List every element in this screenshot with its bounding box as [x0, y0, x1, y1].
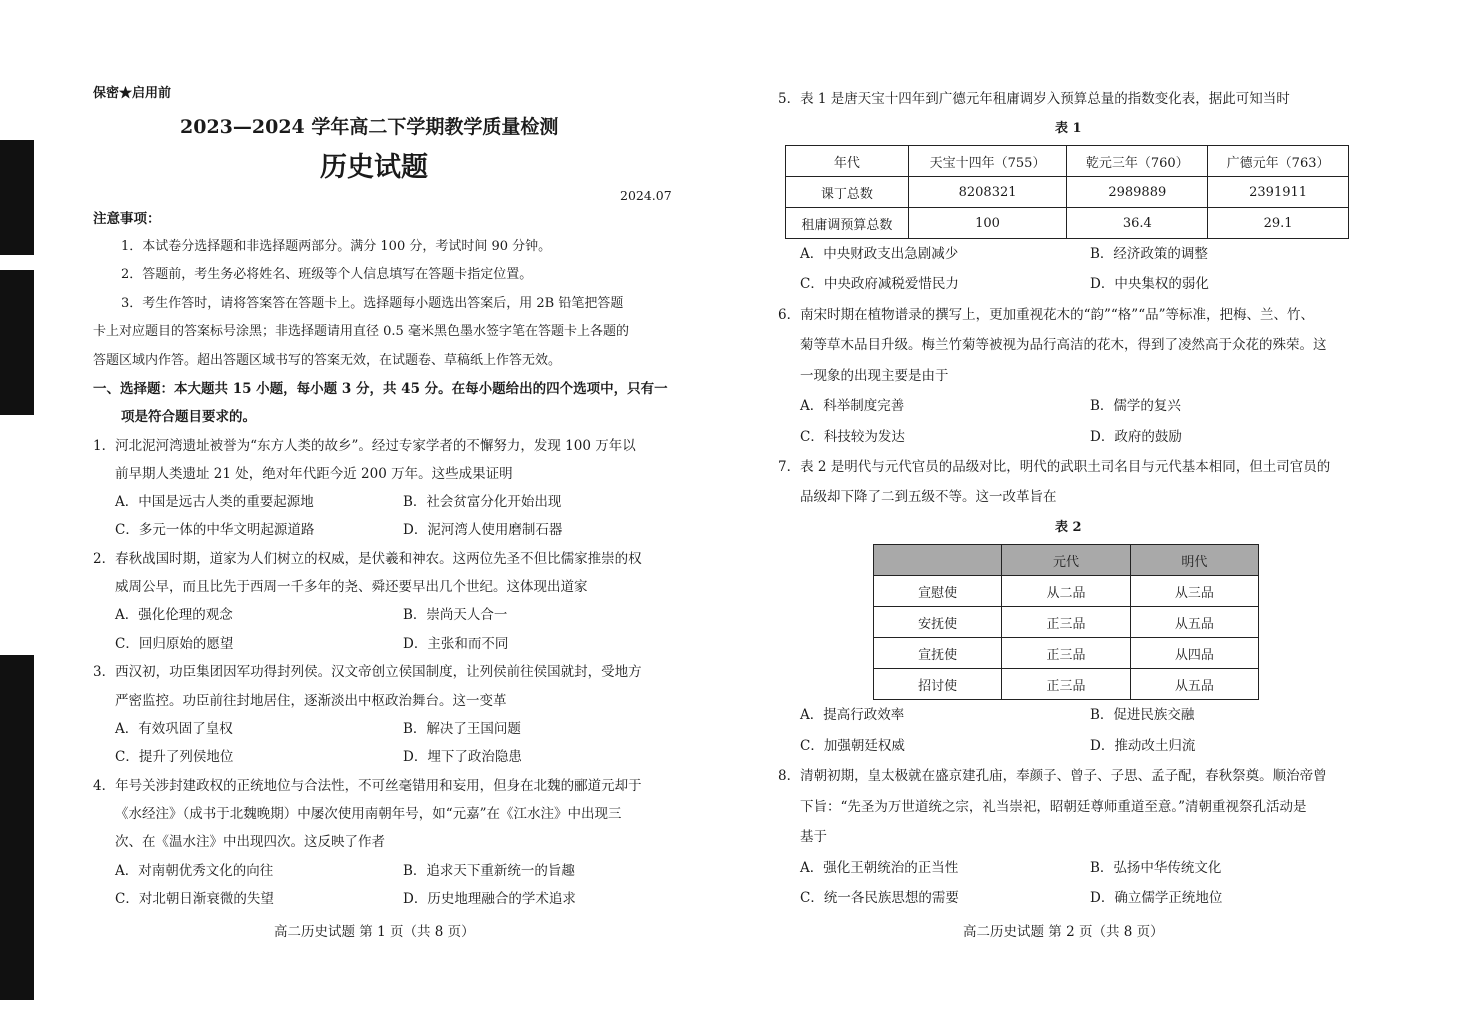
- question-8-option-d: D．确立儒学正统地位: [1090, 890, 1223, 906]
- question-6-stem: 一现象的出现主要是由于: [800, 368, 949, 384]
- question-3-stem: 严密监控。功臣前往封地居住，逐渐淡出中枢政治舞台。这一变革: [115, 693, 507, 709]
- table-1-cell: 29.1: [1208, 208, 1349, 239]
- table-2-cell: 从五品: [1130, 607, 1258, 638]
- note-line: 1．本试卷分选择题和非选择题两部分。满分 100 分，考试时间 90 分钟。: [121, 239, 552, 254]
- table-1-cell: 2391911: [1208, 177, 1349, 208]
- question-6-option-a: A．科举制度完善: [800, 398, 905, 414]
- question-5-stem: 5．表 1 是唐天宝十四年到广德元年租庸调岁入预算总量的指数变化表，据此可知当时: [778, 91, 1290, 107]
- table-1-row-label: 租庸调预算总数: [786, 208, 909, 239]
- note-line: 卡上对应题目的答案标号涂黑；非选择题请用直径 0.5 毫米黑色墨水签字笔在答题卡上各题的: [93, 324, 629, 339]
- question-7-option-d: D．推动改土归流: [1090, 738, 1196, 754]
- notes-heading: 注意事项：: [93, 211, 161, 227]
- question-7-stem: 品级却下降了二到五级不等。这一改革旨在: [800, 489, 1057, 505]
- scan-edge-shadow: [0, 140, 34, 255]
- table-2-row-label: 招讨使: [874, 669, 1002, 700]
- note-line: 3．考生作答时，请将答案答在答题卡上。选择题每小题选出答案后，用 2B 铅笔把答题: [121, 296, 624, 311]
- table-1-header-cell: 天宝十四年（755）: [908, 146, 1067, 177]
- question-1-option-b: B．社会贫富分化开始出现: [403, 494, 562, 510]
- question-7-option-a: A．提高行政效率: [800, 707, 905, 723]
- scan-edge-shadow: [0, 655, 34, 1000]
- table-2-cell: 从三品: [1130, 576, 1258, 607]
- question-8-stem: 基于: [800, 829, 827, 845]
- table-2-cell: 从四品: [1130, 638, 1258, 669]
- table-1-cell: 100: [908, 208, 1067, 239]
- question-2-option-c: C．回归原始的愿望: [115, 636, 234, 652]
- question-2-stem: 2．春秋战国时期，道家为人们树立的权威，是伏羲和神农。这两位先圣不但比儒家推崇的权: [93, 551, 642, 567]
- question-6-stem: 菊等草木品目升级。梅兰竹菊等被视为品行高洁的花木，得到了凌然高于众花的殊荣。这: [800, 337, 1327, 353]
- question-2-option-d: D．主张和而不同: [403, 636, 509, 652]
- table-2-cell: 从五品: [1130, 669, 1258, 700]
- question-4-stem: 《水经注》（成书于北魏晚期）中屡次使用南朝年号，如“元嘉”在《江水注》中出现三: [115, 806, 622, 822]
- question-4-option-d: D．历史地理融合的学术追求: [403, 891, 576, 907]
- section-heading: 项是符合题目要求的。: [121, 409, 256, 425]
- question-5-option-d: D．中央集权的弱化: [1090, 276, 1209, 292]
- question-4-option-c: C．对北朝日渐衰微的失望: [115, 891, 274, 907]
- question-3-option-b: B．解决了王国问题: [403, 721, 521, 737]
- question-3-option-a: A．有效巩固了皇权: [115, 721, 233, 737]
- exam-page-1: [0, 0, 733, 1012]
- table-1-cell: 36.4: [1067, 208, 1208, 239]
- question-4-option-a: A．对南朝优秀文化的向往: [115, 863, 274, 879]
- question-5-option-a: A．中央财政支出急剧减少: [800, 246, 959, 262]
- table-1-header-cell: 年代: [786, 146, 909, 177]
- section-heading: 一、选择题：本大题共 15 小题，每小题 3 分，共 45 分。在每小题给出的四个选项中，只有一: [93, 381, 668, 397]
- question-6-option-d: D．政府的鼓励: [1090, 429, 1182, 445]
- table-2: [873, 544, 1259, 700]
- table-1-header-cell: 广德元年（763）: [1208, 146, 1349, 177]
- note-line: 答题区域内作答。超出答题区域书写的答案无效，在试题卷、草稿纸上作答无效。: [93, 353, 562, 368]
- table-2-cell: 从二品: [1002, 576, 1130, 607]
- exam-page-2: [733, 0, 1467, 1012]
- table-2-cell: 正三品: [1002, 669, 1130, 700]
- question-4-option-b: B．追求天下重新统一的旨趣: [403, 863, 575, 879]
- question-7-option-b: B．促进民族交融: [1090, 707, 1195, 723]
- table-2-row-label: 宣抚使: [874, 638, 1002, 669]
- table-2-cell: 正三品: [1002, 607, 1130, 638]
- question-5-option-c: C．中央政府减税爱惜民力: [800, 276, 959, 292]
- question-8-option-b: B．弘扬中华传统文化: [1090, 860, 1222, 876]
- table-2-row-label: 安抚使: [874, 607, 1002, 638]
- question-8-option-c: C．统一各民族思想的需要: [800, 890, 959, 906]
- table-2-cell: 正三品: [1002, 638, 1130, 669]
- question-7-stem: 7．表 2 是明代与元代官员的品级对比，明代的武职土司名目与元代基本相同，但土司官员的: [778, 459, 1331, 475]
- question-1-option-a: A．中国是远古人类的重要起源地: [115, 494, 314, 510]
- page-footer: 高二历史试题 第 2 页（共 8 页）: [963, 924, 1164, 940]
- question-7-option-c: C．加强朝廷权威: [800, 738, 905, 754]
- question-1-option-d: D．泥河湾人使用磨制石器: [403, 522, 563, 538]
- question-3-option-d: D．埋下了政治隐患: [403, 749, 522, 765]
- question-2-option-b: B．崇尚天人合一: [403, 607, 508, 623]
- question-3-stem: 3．西汉初，功臣集团因军功得封列侯。汉文帝创立侯国制度，让列侯前往侯国就封，受地方: [93, 664, 642, 680]
- table-1-cell: 2989889: [1067, 177, 1208, 208]
- question-4-stem: 次、在《温水注》中出现四次。这反映了作者: [115, 834, 385, 850]
- subject-title: 历史试题: [320, 152, 428, 183]
- page-footer: 高二历史试题 第 1 页（共 8 页）: [274, 924, 475, 940]
- question-8-stem: 8．清朝初期，皇太极就在盛京建孔庙，奉颜子、曾子、子思、孟子配，春秋祭奠。顺治帝曾: [778, 768, 1327, 784]
- question-1-stem: 前早期人类遗址 21 处，绝对年代距今近 200 万年。这些成果证明: [115, 466, 513, 482]
- question-2-option-a: A．强化伦理的观念: [115, 607, 233, 623]
- question-4-stem: 4．年号关涉封建政权的正统地位与合法性，不可丝毫错用和妄用，但身在北魏的郦道元却于: [93, 778, 642, 794]
- table-2-header-cell: 元代: [1002, 545, 1130, 576]
- question-3-option-c: C．提升了列侯地位: [115, 749, 234, 765]
- question-2-stem: 威周公早，而且比先于西周一千多年的尧、舜还要早出几个世纪。这体现出道家: [115, 579, 588, 595]
- question-6-stem: 6．南宋时期在植物谱录的撰写上，更加重视花木的“韵”“格”“品”等标准，把梅、兰、竹、: [778, 307, 1314, 323]
- table-2-header-cell: [874, 545, 1002, 576]
- confidential-mark: 保密★启用前: [93, 86, 172, 101]
- table-2-row-label: 宣慰使: [874, 576, 1002, 607]
- note-line: 2．答题前，考生务必将姓名、班级等个人信息填写在答题卡指定位置。: [121, 267, 533, 282]
- table-1-cell: 8208321: [908, 177, 1067, 208]
- question-1-stem: 1．河北泥河湾遗址被誉为“东方人类的故乡”。经过专家学者的不懈努力，发现 100 万年以: [93, 438, 636, 454]
- table-1-row-label: 课丁总数: [786, 177, 909, 208]
- question-5-option-b: B．经济政策的调整: [1090, 246, 1208, 262]
- exam-date: 2024.07: [620, 188, 672, 203]
- scan-edge-shadow: [0, 270, 34, 415]
- question-6-option-b: B．儒学的复兴: [1090, 398, 1181, 414]
- question-8-option-a: A．强化王朝统治的正当性: [800, 860, 959, 876]
- table-2-header-cell: 明代: [1130, 545, 1258, 576]
- question-8-stem: 下旨：“先圣为万世道统之宗，礼当崇祀，昭朝廷尊师重道至意。”清朝重视祭孔活动是: [800, 799, 1307, 815]
- table-1-header-cell: 乾元三年（760）: [1067, 146, 1208, 177]
- table-1: [785, 145, 1349, 239]
- question-6-option-c: C．科技较为发达: [800, 429, 905, 445]
- exam-title: 2023—2024 学年高二下学期教学质量检测: [180, 116, 559, 138]
- table-2-caption: 表 2: [1055, 520, 1082, 535]
- table-1-caption: 表 1: [1055, 121, 1082, 136]
- question-1-option-c: C．多元一体的中华文明起源道路: [115, 522, 315, 538]
